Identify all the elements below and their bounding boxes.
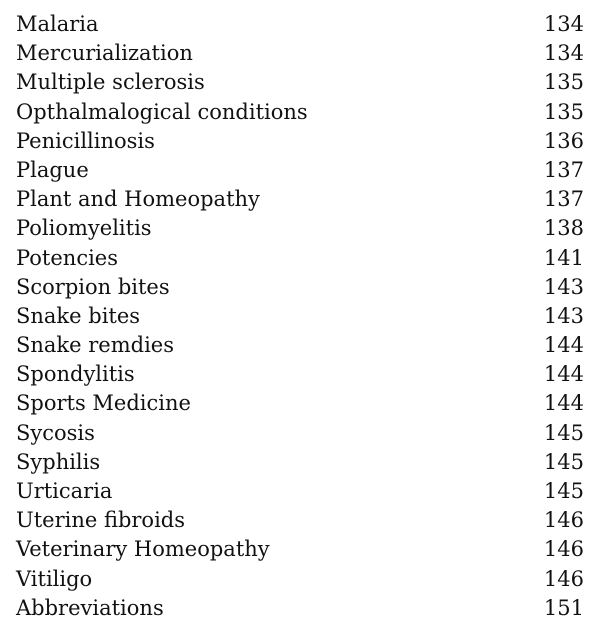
entry-title: Sycosis [16,420,95,445]
entry-page-number: 135 [543,99,584,124]
toc-entry [16,302,584,331]
toc-entry [16,156,584,185]
toc-entry [16,39,584,68]
toc-entry [16,10,584,39]
entry-title: Sports Medicine [16,391,191,416]
entry-page-number: 137 [543,157,584,182]
entry-page-number: 146 [543,508,584,533]
entry-title: Opthalmalogical conditions [16,99,308,124]
entry-page-number: 145 [543,479,584,503]
toc-entry [16,273,584,302]
toc-entry [16,185,584,214]
entry-page-number: 151 [543,595,584,620]
entry-page-number: 138 [543,216,584,241]
entry-title: Vitiligo [16,566,93,591]
toc-entry [16,68,584,97]
entry-title: Penicillinosis [16,128,155,153]
entry-page-number: 134 [543,41,584,66]
entry-title: Uterine fibroids [16,508,186,533]
entry-title: Potencies [16,245,118,270]
table-of-contents [16,10,584,623]
entry-title: Plague [16,157,89,182]
toc-entry [16,127,584,156]
entry-page-number: 144 [543,333,584,358]
entry-page-number: 145 [543,420,584,445]
toc-entry [16,565,584,594]
toc-entry [16,214,584,243]
entry-page-number: 141 [543,245,584,270]
entry-title: Plant and Homeopathy [16,187,260,212]
toc-entry [16,594,584,623]
entry-title: Multiple sclerosis [16,70,205,95]
entry-title: Urticaria [16,479,113,503]
entry-title: Veterinary Homeopathy [16,537,270,562]
entry-page-number: 137 [543,187,584,212]
entry-page-number: 135 [543,70,584,95]
entry-page-number: 146 [543,566,584,591]
entry-page-number: 143 [543,274,584,299]
entry-page-number: 134 [543,12,584,36]
toc-entry [16,331,584,360]
toc-entry [16,477,584,506]
toc-entry [16,535,584,564]
toc-entry [16,389,584,418]
entry-title: Snake remdies [16,333,175,358]
toc-entry [16,244,584,273]
entry-title: Syphilis [16,449,101,474]
entry-title: Mercurialization [16,41,193,66]
entry-title: Scorpion bites [16,274,170,299]
toc-entry [16,98,584,127]
entry-title: Abbreviations [16,595,164,620]
entry-page-number: 143 [543,303,584,328]
toc-entry [16,360,584,389]
toc-entry [16,448,584,477]
toc-entry [16,419,584,448]
entry-page-number: 145 [543,449,584,474]
entry-page-number: 146 [543,537,584,562]
toc-entry [16,506,584,535]
entry-title: Spondylitis [16,362,135,387]
entry-title: Poliomyelitis [16,216,152,241]
entry-page-number: 136 [543,128,584,153]
entry-page-number: 144 [543,391,584,416]
entry-title: Snake bites [16,303,141,328]
entry-title: Malaria [16,12,99,36]
entry-page-number: 144 [543,362,584,387]
